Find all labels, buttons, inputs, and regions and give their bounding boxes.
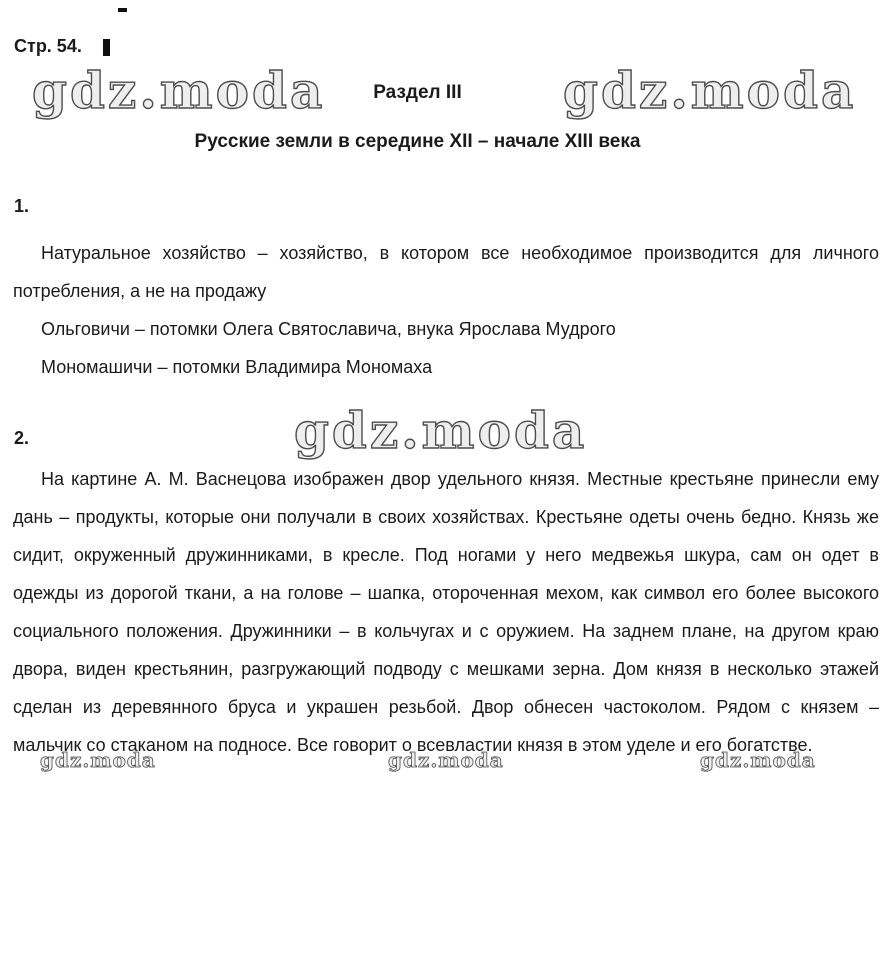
answer-1-paragraph: Ольговичи – потомки Олега Святославича, внука Ярослава Мудрого bbox=[41, 319, 616, 339]
answer-1-number: 1. bbox=[14, 196, 30, 216]
watermark-bottom-left: gdz.moda bbox=[40, 748, 156, 772]
scan-artifact-after-page-label bbox=[103, 39, 110, 56]
answer-1-paragraph: Натуральное хозяйство – хозяйство, в котором все необходимое производится для личного потребления, а не на продажу bbox=[13, 243, 879, 301]
answer-2-number: 2. bbox=[14, 428, 30, 448]
section-title: Раздел III bbox=[373, 82, 462, 103]
watermark-bottom-center: gdz.moda bbox=[388, 748, 504, 772]
answer-2-paragraph: На картине А. М. Васнецова изображен двор удельного князя. Местные крестьяне принесли ему дань – продукты, которые они получали в своих хозяйствах. Крестьяне одеты очень бедно. Князь же сидит, окруженный дружинниками, в кресле. Под ногами у него медвежья шкура, сам он одет в одежды из дорогой ткани, а на голове – шапка, отороченная мехом, как символ его более высокого социального положения. Дружинники – в кольчугах и с оружием. На заднем плане, на другом краю двора, виден крестьянин, разгружающий подводу с мешками зерна. Дом князя в несколько этажей сделан из деревянного бруса и украшен резьбой. Двор обнесен частоколом. Рядом с князем – мальчик со стаканом на подносе. Все говорит о всевластии князя в этом уделе и его богатстве. bbox=[13, 469, 879, 755]
answer-1-paragraph: Мономашичи – потомки Владимира Мономаха bbox=[41, 357, 433, 377]
page-title: Русские земли в середине XII – начале XIII века bbox=[194, 130, 641, 152]
watermark-middle: gdz.moda bbox=[293, 401, 588, 460]
watermark-top-left: gdz.moda bbox=[32, 61, 326, 120]
answer-1-body bbox=[13, 234, 879, 386]
watermark-top-right: gdz.moda bbox=[563, 61, 857, 120]
scan-artifact-top bbox=[118, 8, 127, 12]
answer-2-body bbox=[13, 460, 879, 764]
watermark-bottom-right: gdz.moda bbox=[700, 748, 816, 772]
page-label: Стр. 54. bbox=[14, 36, 82, 56]
